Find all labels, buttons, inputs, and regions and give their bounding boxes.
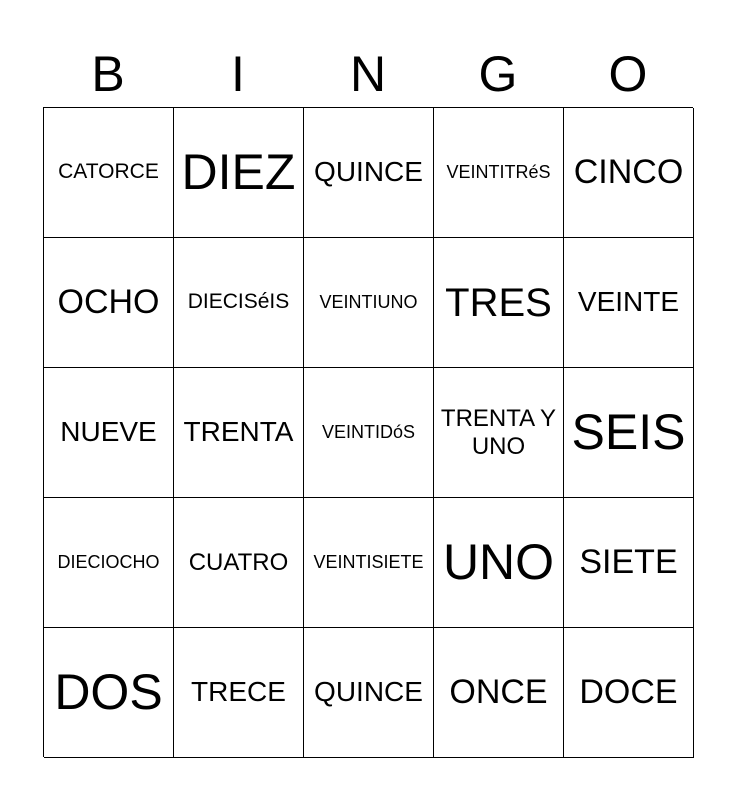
- bingo-cell[interactable]: [44, 368, 174, 498]
- cell-text: CUATRO: [188, 548, 289, 576]
- bingo-cell[interactable]: [564, 238, 694, 368]
- cell-text: DOCE: [579, 672, 678, 711]
- cell-text: VEINTIDóS: [321, 422, 416, 443]
- cell-text: VEINTIUNO: [319, 292, 418, 313]
- cell-text: QUINCE: [314, 676, 423, 708]
- cell-text: TRECE: [191, 676, 286, 708]
- bingo-cell[interactable]: [304, 368, 434, 498]
- cell-text: UNO: [442, 533, 555, 590]
- cell-text: SEIS: [571, 403, 686, 460]
- bingo-cell[interactable]: [434, 238, 564, 368]
- bingo-cell[interactable]: [304, 498, 434, 628]
- cell-text: DIECIOCHO: [57, 552, 160, 573]
- bingo-cell[interactable]: [304, 628, 434, 758]
- cell-text: TRENTA: [183, 416, 294, 448]
- cell-text: VEINTISIETE: [313, 552, 424, 573]
- bingo-cell[interactable]: [434, 368, 564, 498]
- bingo-cell[interactable]: [564, 498, 694, 628]
- cell-text: DIEZ: [181, 143, 296, 200]
- bingo-cell[interactable]: [44, 108, 174, 238]
- cell-text: VEINTITRéS: [446, 162, 551, 183]
- cell-text: NUEVE: [60, 416, 157, 448]
- bingo-cell[interactable]: [304, 238, 434, 368]
- cell-text: CATORCE: [58, 160, 159, 184]
- cell-text: QUINCE: [314, 156, 423, 188]
- bingo-cell[interactable]: [174, 628, 304, 758]
- header-letter-n: N: [349, 46, 387, 102]
- bingo-cell[interactable]: [564, 108, 694, 238]
- bingo-cell[interactable]: [434, 498, 564, 628]
- cell-text: TRES: [445, 280, 552, 325]
- bingo-cell[interactable]: [174, 498, 304, 628]
- bingo-cell[interactable]: [174, 368, 304, 498]
- bingo-cell[interactable]: [304, 108, 434, 238]
- header-letter-g: G: [478, 46, 518, 102]
- header-letter-o: O: [608, 46, 648, 102]
- bingo-cell[interactable]: [44, 238, 174, 368]
- cell-text: VEINTE: [577, 286, 680, 318]
- cell-text: DOS: [54, 663, 163, 720]
- bingo-cell[interactable]: [174, 238, 304, 368]
- bingo-cell[interactable]: [174, 108, 304, 238]
- bingo-cell[interactable]: [434, 108, 564, 238]
- bingo-board: [43, 107, 693, 757]
- bingo-header: [43, 44, 693, 104]
- bingo-cell[interactable]: [564, 368, 694, 498]
- bingo-cell[interactable]: [44, 498, 174, 628]
- bingo-cell[interactable]: [434, 628, 564, 758]
- header-letter-b: B: [91, 46, 125, 102]
- cell-text: TRENTA Y UNO: [440, 404, 557, 460]
- header-letter-i: I: [231, 46, 245, 102]
- bingo-cell[interactable]: [564, 628, 694, 758]
- cell-text: SIETE: [579, 542, 678, 581]
- bingo-cell[interactable]: [44, 628, 174, 758]
- cell-text: DIECISéIS: [187, 290, 290, 314]
- cell-text: OCHO: [57, 282, 160, 321]
- cell-text: ONCE: [449, 672, 548, 711]
- cell-text: CINCO: [573, 152, 684, 191]
